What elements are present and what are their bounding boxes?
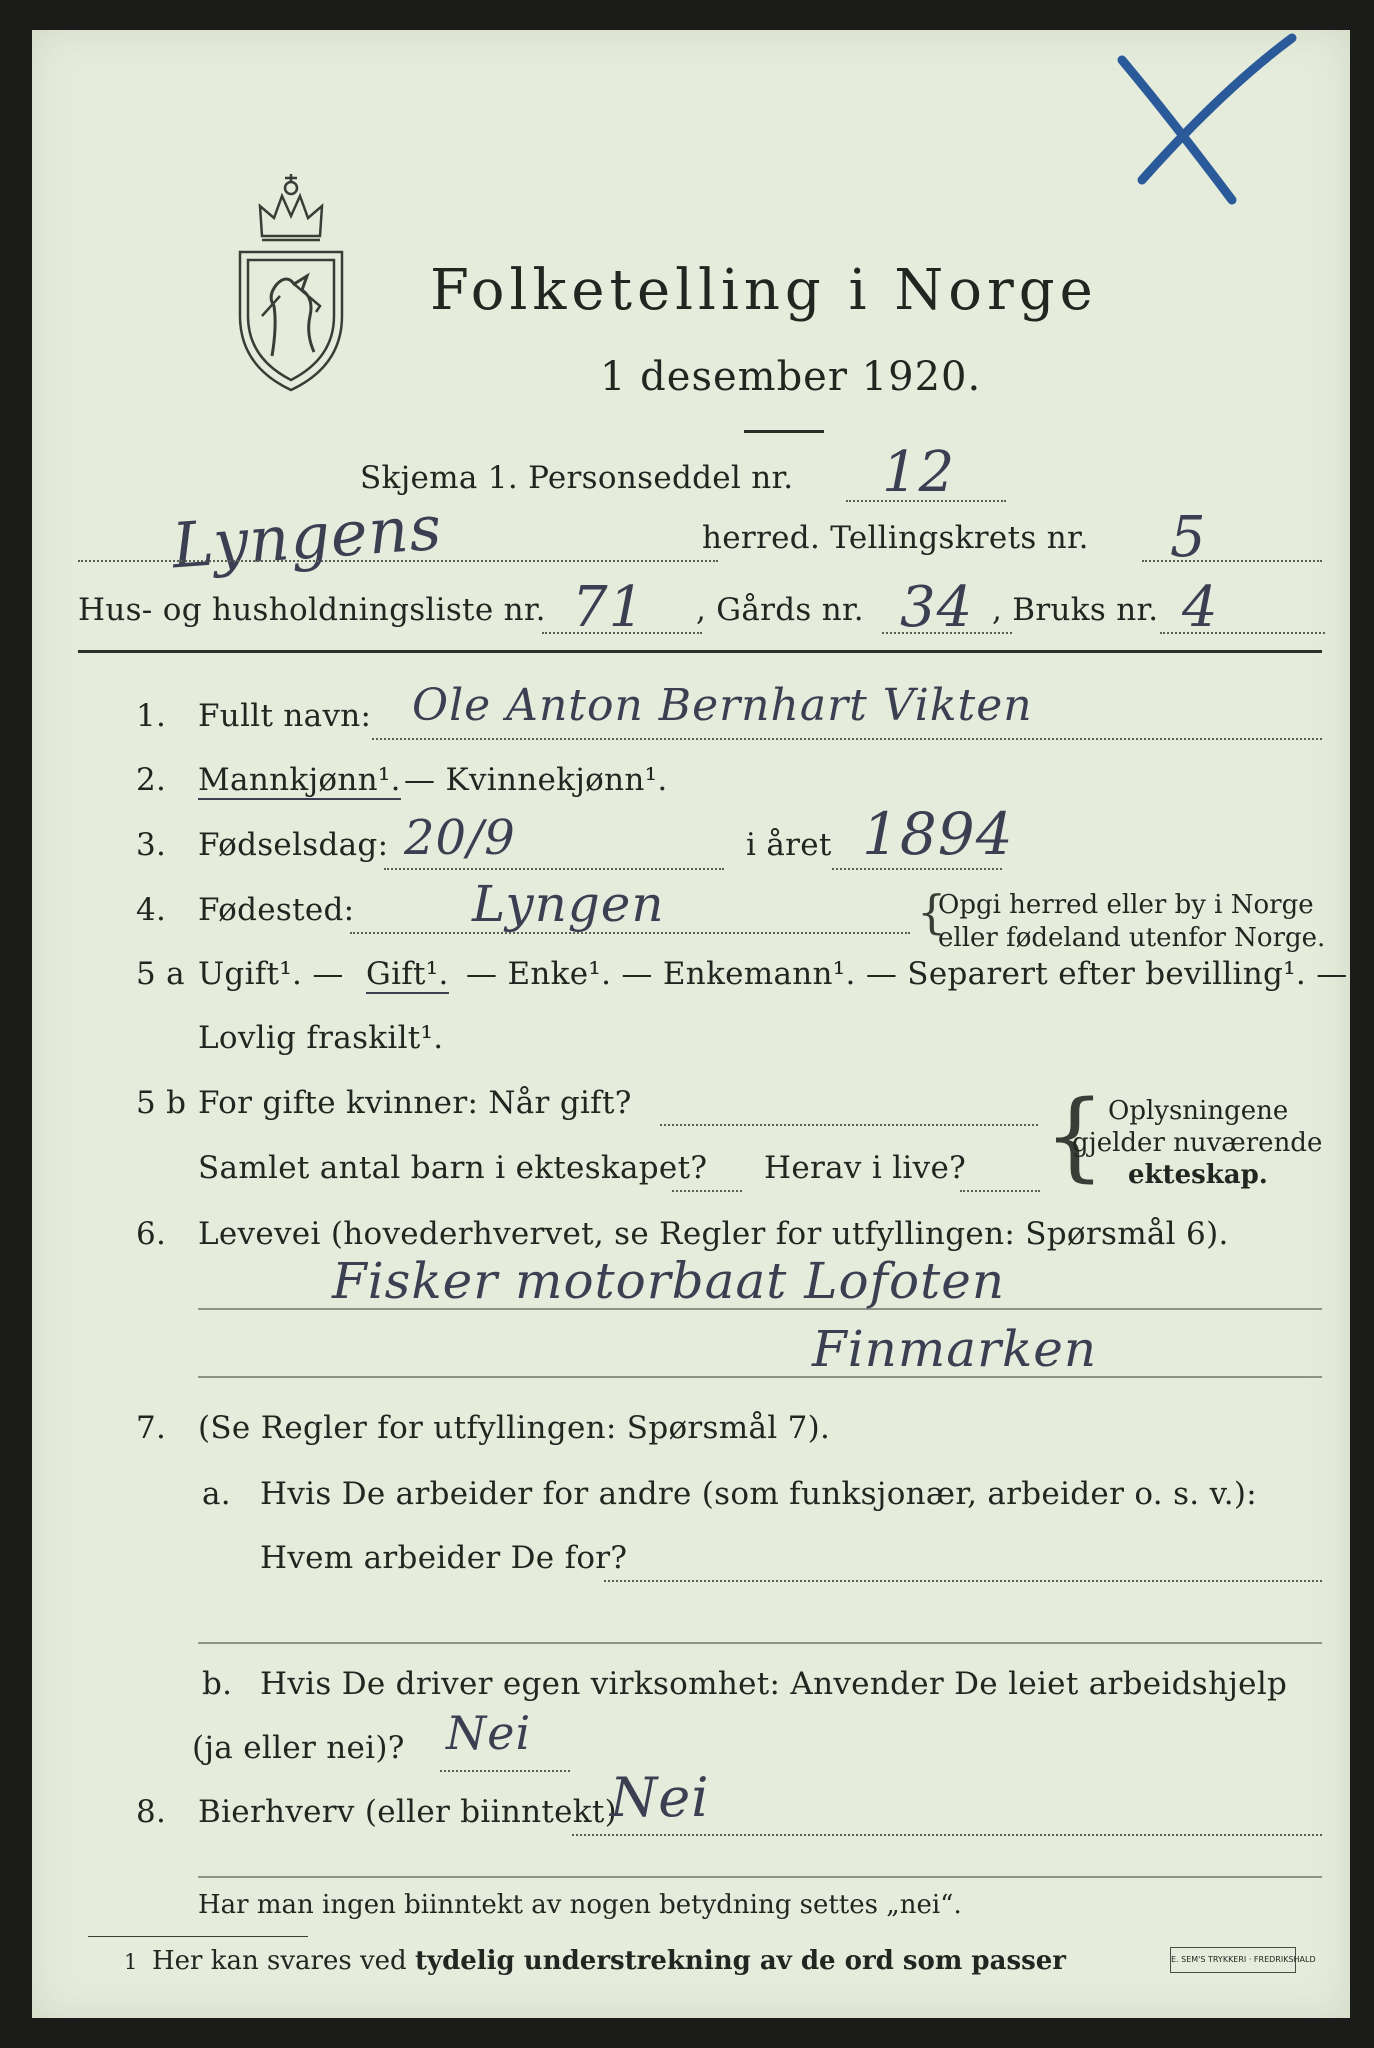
q5b-barn-line	[672, 1190, 742, 1192]
q1-value: Ole Anton Bernhart Vikten	[412, 680, 1033, 731]
q8-note: Har man ingen biinntekt av nogen betydning settes „nei“.	[198, 1890, 962, 1920]
q6-value-line1: Fisker motorbaat Lofoten	[332, 1252, 1006, 1310]
q5b-line1	[660, 1124, 1038, 1126]
q7a-letter: a.	[202, 1476, 231, 1512]
q8-answer-line	[572, 1834, 1322, 1836]
hus-label: Hus- og husholdningsliste nr.	[78, 592, 546, 628]
q6-label: Levevei (hovederhvervet, se Regler for utfyllingen: Spørsmål 6).	[198, 1216, 1229, 1252]
q3-year-line	[832, 868, 1002, 870]
q6-answer-line2	[198, 1376, 1322, 1378]
q3-label: Fødselsdag:	[198, 827, 389, 863]
blue-cross-mark	[1082, 30, 1302, 230]
bruks-value: 4	[1182, 575, 1219, 640]
q5b-label: For gifte kvinner: Når gift?	[198, 1085, 632, 1121]
tellingskrets-line	[1142, 560, 1322, 562]
footnote-mark: 1	[124, 1950, 138, 1974]
printer-stamp-text: E. SEM'S TRYKKERI · FREDRIKSHALD	[1171, 1955, 1316, 1964]
gards-label: , Gårds nr.	[696, 592, 864, 628]
q2-number: 2.	[136, 762, 167, 798]
q8-value: Nei	[610, 1766, 710, 1829]
q4-label: Fødested:	[198, 892, 355, 928]
gards-value: 34	[900, 575, 974, 640]
q3-year-value: 1894	[862, 800, 1014, 868]
q1-line	[372, 738, 1322, 740]
q4-value: Lyngen	[472, 875, 665, 933]
norwegian-coat-of-arms	[232, 166, 350, 396]
q7-label: (Se Regler for utfyllingen: Spørsmål 7).	[198, 1410, 831, 1446]
q2-female: — Kvinnekjønn¹.	[404, 762, 668, 798]
q3-number: 3.	[136, 827, 167, 863]
q5b-note-line1: Oplysningene	[1108, 1096, 1289, 1126]
q8-answer-line2	[198, 1876, 1322, 1878]
q5a-line2: Lovlig fraskilt¹.	[198, 1020, 444, 1056]
tellingskrets-value: 5	[1170, 505, 1207, 570]
footnote-text-plain: Her kan svares ved	[152, 1946, 407, 1976]
form-date: 1 desember 1920.	[600, 354, 982, 400]
footnote-text-bold: tydelig understrekning av de ord som passer	[414, 1946, 1066, 1976]
header-rule	[78, 650, 1322, 653]
q8-number: 8.	[136, 1794, 167, 1830]
q7b-line2: (ja eller nei)?	[192, 1730, 405, 1766]
title-divider	[744, 430, 824, 433]
personseddel-value: 12	[882, 440, 956, 505]
form-title: Folketelling i Norge	[430, 258, 1098, 323]
q7-number: 7.	[136, 1410, 167, 1446]
q6-value-line2: Finmarken	[812, 1320, 1098, 1378]
q7b-value: Nei	[446, 1706, 532, 1760]
q5b-live: Herav i live?	[764, 1150, 967, 1186]
skjema-label: Skjema 1. Personseddel nr.	[360, 460, 794, 496]
q7a-label: Hvis De arbeider for andre (som funksjonær, arbeider o. s. v.):	[260, 1476, 1258, 1512]
q8-label: Bierhverv (eller biinntekt)	[198, 1794, 618, 1830]
q7a-line2: Hvem arbeider De for?	[260, 1540, 628, 1576]
q5b-note-line3: ekteskap.	[1128, 1160, 1268, 1190]
herred-label: herred. Tellingskrets nr.	[702, 520, 1089, 556]
footnote-rule	[88, 1936, 308, 1937]
q5b-note-brace: {	[1044, 1080, 1106, 1192]
q3-year-label: i året	[746, 827, 832, 863]
q5b-number: 5 b	[136, 1085, 187, 1121]
bruks-label: , Bruks nr.	[992, 592, 1159, 628]
q6-number: 6.	[136, 1216, 167, 1252]
q5b-line2: Samlet antal barn i ekteskapet?	[198, 1150, 708, 1186]
q7a-answer-line1	[604, 1580, 1322, 1582]
q7b-letter: b.	[202, 1666, 233, 1702]
q1-number: 1.	[136, 698, 167, 734]
q7a-answer-line2	[198, 1642, 1322, 1644]
census-form-page	[32, 30, 1350, 2018]
q2-male-underlined: Mannkjønn¹.	[198, 762, 401, 798]
q4-note-brace: {	[917, 885, 947, 939]
q1-label: Fullt navn:	[198, 698, 372, 734]
q5b-live-line	[960, 1190, 1040, 1192]
herred-line	[78, 560, 718, 562]
q3-line	[384, 868, 724, 870]
herred-handwritten: Lyngens	[169, 490, 445, 583]
q5a-rest: — Enke¹. — Enkemann¹. — Separert efter bevilling¹. —	[466, 956, 1348, 992]
q5b-note-line2: gjelder nuværende	[1072, 1128, 1323, 1158]
q4-note-line2: eller fødeland utenfor Norge.	[938, 923, 1326, 953]
hus-value: 71	[572, 575, 646, 640]
q7b-label: Hvis De driver egen virksomhet: Anvender De leiet arbeidshjelp	[260, 1666, 1288, 1702]
q5a-number: 5 a	[136, 956, 185, 992]
q3-value: 20/9	[404, 810, 516, 866]
footnote-text	[152, 1946, 1066, 1976]
q5a-gift-underlined: Gift¹.	[366, 956, 449, 992]
q4-number: 4.	[136, 892, 167, 928]
q7b-answer-line	[440, 1770, 570, 1772]
q5a-ugift: Ugift¹. —	[198, 956, 344, 992]
q4-note-line1: Opgi herred eller by i Norge	[938, 890, 1314, 920]
printer-stamp	[1170, 1947, 1316, 1973]
